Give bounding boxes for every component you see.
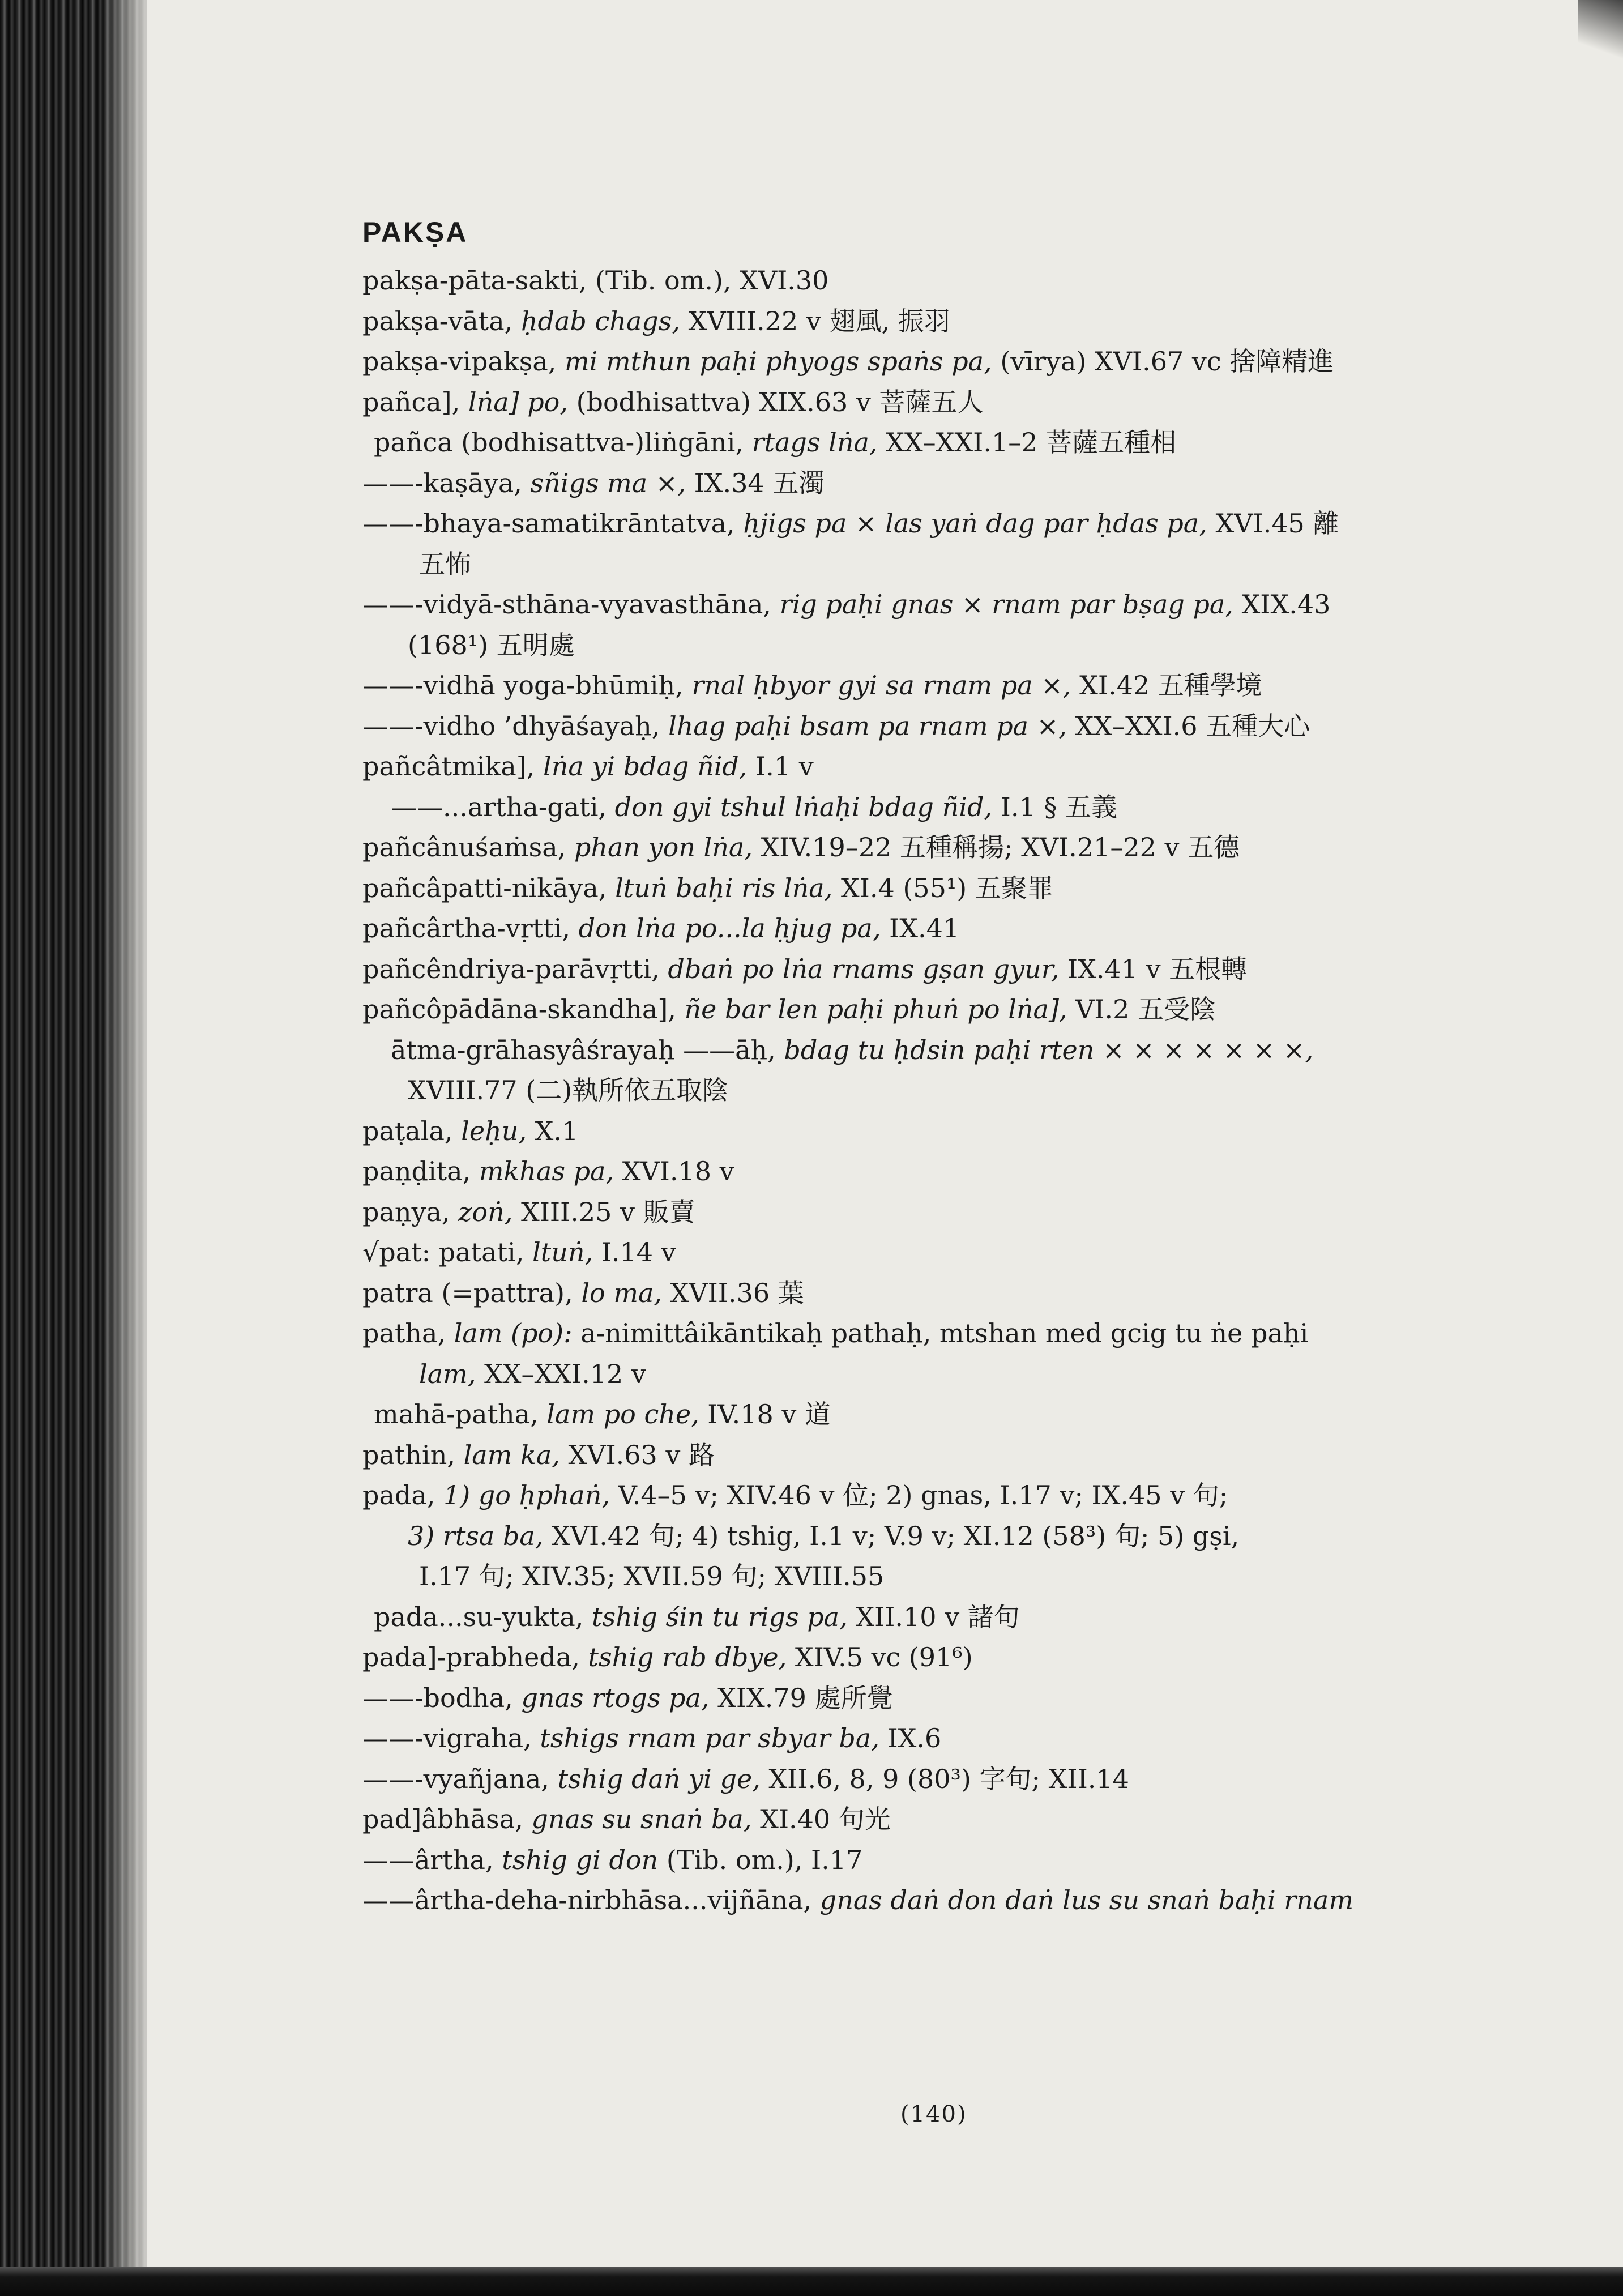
tibetan-term: mi mthun paḥi phyogs spaṅs pa, <box>565 346 1001 377</box>
tibetan-term: lam po che, <box>546 1399 708 1429</box>
entry-reference: I.1 v <box>755 751 814 782</box>
entry-line <box>408 1070 1506 1111</box>
entry-line <box>362 746 1506 787</box>
entry-reference: XIX.43 <box>1241 589 1331 620</box>
entry-reference: VI.2 五受陰 <box>1075 994 1216 1025</box>
entry-line <box>362 1435 1506 1476</box>
sanskrit-term: ātma-grāhasyâśrayaḥ ——āḥ, <box>391 1034 784 1065</box>
entry-reference: XVIII.77 (二)執所依五取陰 <box>408 1075 729 1106</box>
entry-reference: (168¹) 五明處 <box>408 629 575 660</box>
entry-reference: (Tib. om.), I.17 <box>666 1844 863 1875</box>
tibetan-term: dbaṅ po lṅa rnams gṣan gyur, <box>668 953 1067 984</box>
entry-reference: XX–XXI.1–2 菩薩五種相 <box>886 427 1177 458</box>
tibetan-term: tshig śin tu rigs pa, <box>592 1601 856 1632</box>
sanskrit-term: patha, <box>362 1318 454 1348</box>
sanskrit-term: √pat: patati, <box>362 1237 533 1268</box>
entry-line <box>362 1232 1506 1273</box>
entry-reference: I.17 句; XIV.35; XVII.59 句; XVIII.55 <box>419 1561 885 1591</box>
entry-line <box>362 1637 1506 1678</box>
entry-line <box>374 1394 1506 1435</box>
tibetan-term: phan yon lṅa, <box>574 832 761 863</box>
sanskrit-term: pada, <box>362 1480 443 1510</box>
entry-line <box>362 301 1506 342</box>
tibetan-term: don lṅa po...la ḥjug pa, <box>578 913 890 944</box>
entry-line <box>362 665 1506 706</box>
sanskrit-term: ——ârtha-deha-nirbhāsa...vijñāna, <box>362 1885 820 1915</box>
entry-line <box>419 1556 1506 1597</box>
sanskrit-term: patra (=pattra), <box>362 1277 582 1308</box>
tibetan-term: ḥjigs pa × las yaṅ dag par ḥdas pa, <box>743 508 1216 539</box>
dictionary-page <box>362 204 1506 1921</box>
sanskrit-term: pañca], <box>362 386 468 417</box>
entry-line <box>362 1759 1506 1800</box>
tibetan-term: ñe bar len paḥi phuṅ po lṅa], <box>684 994 1076 1025</box>
corner-smudge <box>1578 0 1623 68</box>
entry-line <box>374 1597 1506 1638</box>
tibetan-term: gnas daṅ don daṅ lus su snaṅ baḥi rnam <box>819 1885 1353 1915</box>
tibetan-term: lam (po): <box>454 1318 581 1348</box>
tibetan-term: zoṅ, <box>458 1196 521 1227</box>
sanskrit-term: pañcâpatti-nikāya, <box>362 872 616 903</box>
tibetan-term: tshigs rnam par sbyar ba, <box>540 1723 888 1753</box>
sanskrit-term: ——ârtha, <box>362 1844 502 1875</box>
tibetan-term: don gyi tshul lṅaḥi bdag ñid, <box>614 791 1001 822</box>
entry-line <box>408 625 1506 666</box>
tibetan-term: lo ma, <box>581 1277 670 1308</box>
entry-line <box>362 989 1506 1030</box>
tibetan-term: sñigs ma ×, <box>530 467 694 498</box>
entry-reference: IX.6 <box>887 1723 942 1753</box>
entry-line <box>362 827 1506 868</box>
entry-line <box>362 1151 1506 1192</box>
entry-line <box>362 261 1506 301</box>
sanskrit-term: ——-vidhā yoga-bhūmiḥ, <box>362 670 692 701</box>
entry-reference: XVI.18 v <box>622 1156 734 1187</box>
tibetan-term: tshig rab dbye, <box>588 1642 795 1672</box>
tibetan-term: 3) rtsa ba, <box>408 1520 552 1551</box>
entry-reference: XVII.36 葉 <box>670 1277 804 1308</box>
entry-reference: V.4–5 v; XIV.46 v 位; 2) gnas, I.17 v; IX.45 v 句; <box>618 1480 1228 1510</box>
entry-line <box>362 382 1506 423</box>
tibetan-term: lhag paḥi bsam pa rnam pa ×, <box>668 710 1075 741</box>
sanskrit-term: pañca (bodhisattva-)liṅgāni, <box>374 427 752 458</box>
entry-line <box>391 1030 1506 1071</box>
entry-reference: IX.41 v 五根轉 <box>1067 953 1248 984</box>
entry-reference: IX.34 五濁 <box>694 467 825 498</box>
entry-reference: (vīrya) XVI.67 vc 捨障精進 <box>1000 346 1334 377</box>
entry-reference: (bodhisattva) XIX.63 v 菩薩五人 <box>576 386 984 417</box>
entry-line <box>362 868 1506 909</box>
sanskrit-term: ——-vigraha, <box>362 1723 540 1753</box>
tibetan-term: gnas rtogs pa, <box>521 1682 718 1713</box>
sanskrit-term: ——-bhaya-samatikrāntatva, <box>362 508 744 539</box>
tibetan-term: tshig daṅ yi ge, <box>557 1763 769 1794</box>
sanskrit-term: ——-vidho ’dhyāśayaḥ, <box>362 710 669 741</box>
entry-line <box>362 1313 1506 1354</box>
sanskrit-term: pañcôpādāna-skandha], <box>362 994 685 1025</box>
entry-reference: XII.10 v 諸句 <box>856 1601 1020 1632</box>
sanskrit-term: pathin, <box>362 1439 464 1470</box>
page-number: (140) <box>900 2101 967 2127</box>
entry-reference: XVIII.22 v 翅風, 振羽 <box>688 305 950 336</box>
page-heading: PAKṢA <box>362 216 468 248</box>
entry-list <box>362 261 1506 1921</box>
tibetan-term: mkhas pa, <box>479 1156 622 1187</box>
entry-line <box>362 1799 1506 1840</box>
entry-reference: XX–XXI.12 v <box>484 1358 646 1389</box>
sanskrit-term: pada]-prabheda, <box>362 1642 588 1672</box>
entry-line <box>362 1880 1506 1921</box>
tibetan-term: tshig gi don <box>502 1844 667 1875</box>
binding-fade <box>102 0 153 2296</box>
entry-reference: I.14 v <box>601 1237 676 1268</box>
entry-reference: XI.42 五種學境 <box>1079 670 1262 701</box>
entry-line <box>362 1678 1506 1719</box>
entry-reference: XIV.19–22 五種稱揚; XVI.21–22 v 五德 <box>761 832 1240 863</box>
entry-reference: XVI.45 離 <box>1215 508 1339 539</box>
entry-reference: X.1 <box>535 1115 579 1146</box>
tibetan-term: ltuṅ baḥi ris lṅa, <box>615 872 841 903</box>
entry-line <box>362 1718 1506 1759</box>
sanskrit-term: ——...artha-gati, <box>391 791 615 822</box>
tibetan-term: lṅa yi bdag ñid, <box>543 751 756 782</box>
sanskrit-term: pañcâtmika], <box>362 751 543 782</box>
page-bottom-edge <box>0 2267 1623 2296</box>
entry-reference: I.1 § 五義 <box>1000 791 1117 822</box>
sanskrit-term: pakṣa-vipakṣa, <box>362 346 565 377</box>
entry-reference: IX.41 <box>889 913 960 944</box>
sanskrit-term: pañcêndriya-parāvṛtti, <box>362 953 668 984</box>
entry-line <box>362 584 1506 625</box>
tibetan-term: lam ka, <box>463 1439 569 1470</box>
tibetan-term: 1) go ḥphaṅ, <box>443 1480 618 1510</box>
entry-line <box>362 1475 1506 1516</box>
entry-reference: XVI.42 句; 4) tshig, I.1 v; V.9 v; XI.12 (58³) 句; 5) gṣi, <box>552 1520 1240 1551</box>
entry-line <box>362 706 1506 747</box>
entry-line <box>374 423 1506 463</box>
entry-line <box>362 1111 1506 1152</box>
sanskrit-term: pad]âbhāsa, <box>362 1804 532 1834</box>
entry-line <box>419 1354 1506 1395</box>
sanskrit-term: paṭala, <box>362 1115 462 1146</box>
entry-reference: XI.40 句光 <box>760 1804 891 1834</box>
entry-line <box>362 949 1506 990</box>
entry-reference: XVI.63 v 路 <box>568 1439 715 1470</box>
sanskrit-term: pañcârtha-vṛtti, <box>362 913 579 944</box>
sanskrit-term: pakṣa-pāta-sakti, <box>362 265 595 296</box>
tibetan-term: bdag tu ḥdsin paḥi rten × × × × × × ×, <box>784 1034 1314 1065</box>
tibetan-term: rnal ḥbyor gyi sa rnam pa ×, <box>691 670 1080 701</box>
entry-reference: XX–XXI.6 五種大心 <box>1075 710 1310 741</box>
tibetan-term: rtags lṅa, <box>751 427 886 458</box>
entry-line <box>362 1192 1506 1233</box>
entry-line <box>362 908 1506 949</box>
tibetan-term: gnas su snaṅ ba, <box>531 1804 761 1834</box>
entry-line <box>362 1840 1506 1881</box>
entry-reference: a-nimittâikāntikaḥ pathaḥ, mtshan med gcig tu ṅe paḥi <box>580 1318 1309 1348</box>
entry-reference: XIII.25 v 販賣 <box>520 1196 695 1227</box>
entry-line <box>408 1516 1506 1557</box>
entry-reference: XIV.5 vc (91⁶) <box>795 1642 973 1672</box>
tibetan-term: lṅa] po, <box>468 386 576 417</box>
entry-line <box>391 787 1506 828</box>
sanskrit-term: ——-kaṣāya, <box>362 467 531 498</box>
sanskrit-term: pakṣa-vāta, <box>362 305 521 336</box>
tibetan-term: lam, <box>419 1358 484 1389</box>
entry-reference: XI.4 (55¹) 五聚罪 <box>840 872 1053 903</box>
entry-reference: (Tib. om.), XVI.30 <box>595 265 829 296</box>
entry-line <box>362 463 1506 504</box>
sanskrit-term: ——-vidyā-sthāna-vyavasthāna, <box>362 589 780 620</box>
sanskrit-term: paṇḍita, <box>362 1156 479 1187</box>
sanskrit-term: ——-bodha, <box>362 1682 522 1713</box>
entry-reference: XII.6, 8, 9 (80³) 字句; XII.14 <box>768 1763 1129 1794</box>
entry-line <box>419 544 1506 585</box>
sanskrit-term: pada...su-yukta, <box>374 1601 592 1632</box>
entry-reference: 五怖 <box>419 548 471 579</box>
tibetan-term: ḥdab chags, <box>520 305 689 336</box>
entry-line <box>362 342 1506 382</box>
sanskrit-term: pañcânuśaṁsa, <box>362 832 574 863</box>
sanskrit-term: paṇya, <box>362 1196 459 1227</box>
sanskrit-term: ——-vyañjana, <box>362 1763 558 1794</box>
sanskrit-term: mahā-patha, <box>374 1399 547 1429</box>
entry-line <box>362 503 1506 544</box>
entry-line <box>362 1273 1506 1314</box>
tibetan-term: ltuṅ, <box>532 1237 601 1268</box>
tibetan-term: rig paḥi gnas × rnam par bṣag pa, <box>779 589 1242 620</box>
entry-reference: XIX.79 處所覺 <box>717 1682 893 1713</box>
entry-reference: IV.18 v 道 <box>707 1399 831 1429</box>
tibetan-term: leḥu, <box>461 1115 535 1146</box>
